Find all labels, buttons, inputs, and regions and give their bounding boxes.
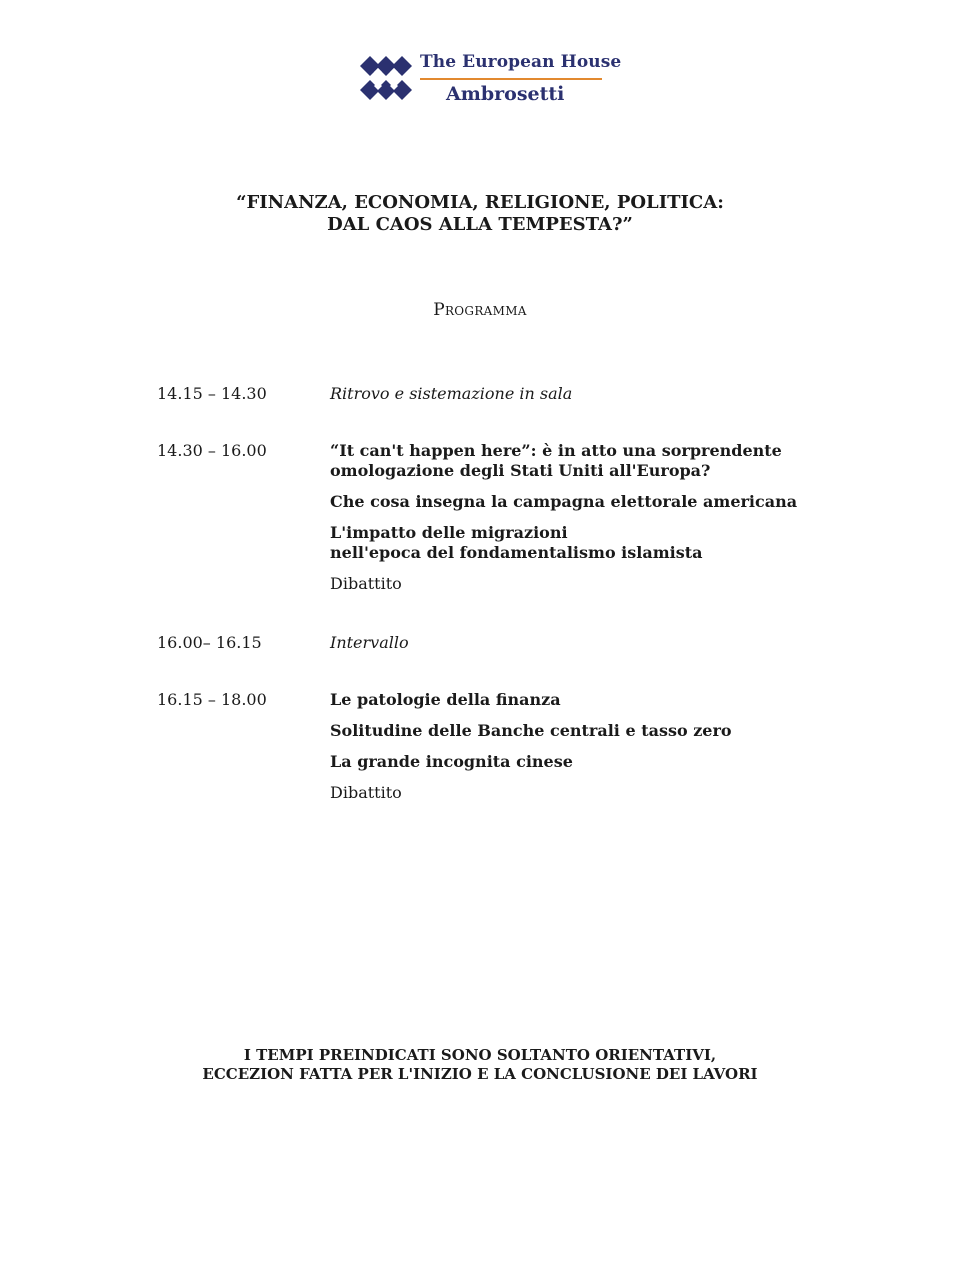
schedule-items	[330, 690, 850, 814]
schedule-item	[330, 441, 850, 481]
schedule-time: 16.00– 16.15	[157, 633, 262, 652]
schedule-item-line: Ritrovo e sistemazione in sala	[330, 384, 573, 403]
schedule-item	[330, 574, 850, 594]
logo-text-line1: The European House	[420, 52, 622, 72]
schedule-item-line: L'impatto delle migrazioni	[330, 523, 568, 542]
schedule-item	[330, 633, 850, 653]
footer-line-2: ECCEZION FATTA PER L'INIZIO E LA CONCLUSIONE DEI LAVORI	[202, 1065, 758, 1083]
title-line-2: DAL CAOS ALLA TEMPESTA?”	[327, 214, 633, 235]
schedule-item	[330, 384, 850, 404]
logo-text-line2: Ambrosetti	[446, 83, 565, 105]
schedule-items	[330, 441, 850, 605]
schedule-item-line: Le patologie della finanza	[330, 690, 561, 709]
schedule-item-line: omologazione degli Stati Uniti all'Europa?	[330, 461, 711, 480]
schedule-item	[330, 783, 850, 803]
schedule-time: 16.15 – 18.00	[157, 690, 267, 709]
schedule-item	[330, 523, 850, 563]
schedule-item-line: Dibattito	[330, 783, 402, 802]
schedule-item	[330, 752, 850, 772]
schedule-item-line: Dibattito	[330, 574, 402, 593]
schedule-items	[330, 633, 850, 664]
schedule-item-line: nell'epoca del fondamentalismo islamista	[330, 543, 703, 562]
footer-note	[0, 1046, 960, 1084]
ambrosetti-logo-icon	[360, 54, 412, 102]
schedule-item-line: La grande incognita cinese	[330, 752, 573, 771]
company-logo	[360, 52, 622, 108]
schedule-items	[330, 384, 850, 415]
footer-line-1: I TEMPI PREINDICATI SONO SOLTANTO ORIENTATIVI,	[243, 1046, 717, 1064]
schedule-item-line: “It can't happen here”: è in atto una sorprendente	[330, 441, 782, 460]
schedule-item-line: Che cosa insegna la campagna elettorale americana	[330, 492, 798, 511]
section-heading: Programma	[433, 300, 527, 320]
schedule-item	[330, 690, 850, 710]
schedule-item	[330, 721, 850, 741]
title-line-1: “FINANZA, ECONOMIA, RELIGIONE, POLITICA:	[236, 192, 724, 213]
document-title	[0, 192, 960, 236]
schedule-item-line: Solitudine delle Banche centrali e tasso zero	[330, 721, 732, 740]
schedule-item-line: Intervallo	[330, 633, 409, 652]
logo-divider	[420, 78, 602, 80]
schedule-time: 14.30 – 16.00	[157, 441, 267, 460]
schedule-time: 14.15 – 14.30	[157, 384, 267, 403]
schedule-item	[330, 492, 850, 512]
